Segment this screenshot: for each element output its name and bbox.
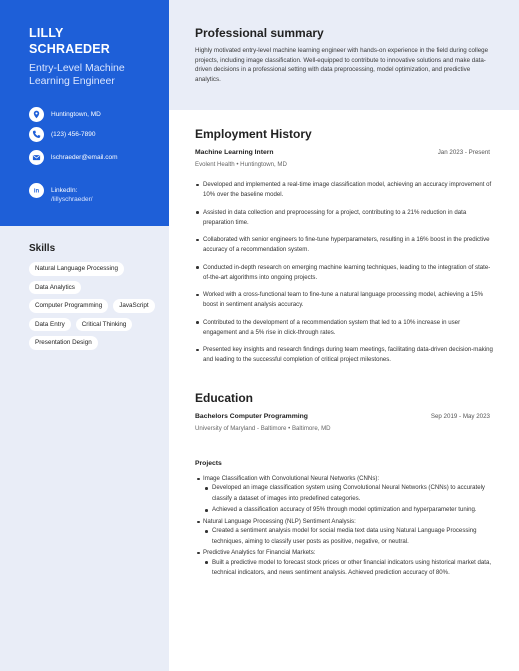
main-content <box>169 0 519 671</box>
job-bullet: Collaborated with senior engineers to fine-tune hyperparameters, resulting in a 16% boost in the predictive accuracy of a recommendation system. <box>195 235 495 255</box>
contact-location <box>29 107 101 122</box>
skill-tag: JavaScript <box>113 299 154 313</box>
projects-heading: Projects <box>195 460 222 467</box>
education-date: Sep 2019 - May 2023 <box>430 413 490 420</box>
project-item: Predictive Analytics for Financial Markets: <box>195 548 495 557</box>
last-name: SCHRAEDER <box>29 41 110 56</box>
summary-section <box>169 0 519 110</box>
location-text: Huntingtown, MD <box>51 111 101 118</box>
skill-tag: Data Analytics <box>29 281 81 295</box>
skills-list <box>29 262 159 350</box>
education-heading: Education <box>195 391 254 405</box>
linkedin-url[interactable]: /lillyschraeder/ <box>51 196 93 203</box>
phone-text: (123) 456-7890 <box>51 131 96 138</box>
email-icon <box>29 150 44 165</box>
job-bullet: Worked with a cross-functional team to fine-tune a natural language processing model, achieving a 15% boost in sentiment analysis accuracy. <box>195 290 495 310</box>
project-item: Natural Language Processing (NLP) Sentiment Analysis: <box>195 517 495 526</box>
employment-heading: Employment History <box>195 127 312 141</box>
skill-tag: Presentation Design <box>29 336 98 350</box>
company-location: Huntingtown, MD <box>240 161 287 168</box>
candidate-name <box>29 26 169 57</box>
job-bullets <box>195 180 495 373</box>
contact-linkedin[interactable] <box>29 183 93 204</box>
job-title: Machine Learning Intern <box>195 149 274 156</box>
project-detail: Built a predictive model to forecast stock prices or other financial indicators using historical market data, technical indicators, and news sentiment analysis. Achieved prediction accuracy of 80%. <box>195 558 495 578</box>
skill-tag: Critical Thinking <box>76 318 133 332</box>
job-bullet: Developed and implemented a real-time image classification model, achieving an accuracy improvement of 10% over the baseline model. <box>195 180 495 200</box>
summary-text: Highly motivated entry-level machine learning engineer with hands-on experience in the field during college projects, including image classification. Well-equipped to contribute to innovative solutions and make data-driven decisions in a professional setting with data preprocessing, model optimization, and predictive analytics. <box>195 47 489 83</box>
project-detail: Created a sentiment analysis model for social media text data using Natural Language Processing techniques, aiming to classify user posts as positive, negative, or neutral. <box>195 526 495 546</box>
job-bullet: Presented key insights and research findings during team meetings, facilitating data-driven decision-making and leading to the successful completion of critical project milestones. <box>195 345 495 365</box>
job-company-location <box>195 161 287 168</box>
linkedin-text-block <box>51 183 93 204</box>
contact-email[interactable] <box>29 150 118 165</box>
projects-list <box>195 474 495 580</box>
job-bullet: Conducted in-depth research on emerging machine learning techniques, leading to the integration of state-of-the-art algorithms into ongoing projects. <box>195 263 495 283</box>
school-name: University of Maryland - Baltimore <box>195 425 287 432</box>
project-detail: Developed an image classification system using Convolutional Neural Networks (CNNs) to accurately classify a dataset of images into predefined categories. <box>195 483 495 503</box>
job-role: Entry-Level Machine Learning Engineer <box>29 62 125 87</box>
meta-separator: • <box>286 425 292 432</box>
skill-tag: Natural Language Processing <box>29 262 124 276</box>
contact-phone <box>29 127 95 142</box>
location-pin-icon <box>29 107 44 122</box>
phone-icon <box>29 127 44 142</box>
summary-heading: Professional summary <box>195 26 324 40</box>
project-item: Image Classification with Convolutional Neural Networks (CNNs): <box>195 474 495 483</box>
skill-tag: Computer Programming <box>29 299 108 313</box>
school-location <box>195 425 331 432</box>
email-text[interactable]: lschraeder@email.com <box>51 154 118 161</box>
skills-heading: Skills <box>29 243 56 254</box>
school-city: Baltimore, MD <box>291 425 331 432</box>
sidebar <box>0 0 169 671</box>
svg-text:in: in <box>33 188 40 195</box>
company-name: Evolent Health <box>195 161 235 168</box>
linkedin-icon <box>29 183 44 198</box>
linkedin-label: LinkedIn: <box>51 187 78 194</box>
first-name: LILLY <box>29 26 64 40</box>
project-detail: Achieved a classification accuracy of 95% through model optimization and hyperparameter tuning. <box>195 505 495 515</box>
degree-title: Bachelors Computer Programming <box>195 413 308 420</box>
job-bullet: Contributed to the development of a recommendation system that led to a 10% increase in user engagement and a 5% rise in click-through rates. <box>195 318 495 338</box>
job-date: Jan 2023 - Present <box>437 149 490 156</box>
job-bullet: Assisted in data collection and preprocessing for a project, contributing to a 21% reduction in data preparation time. <box>195 208 495 228</box>
meta-separator: • <box>234 161 241 168</box>
skill-tag: Data Entry <box>29 318 71 332</box>
